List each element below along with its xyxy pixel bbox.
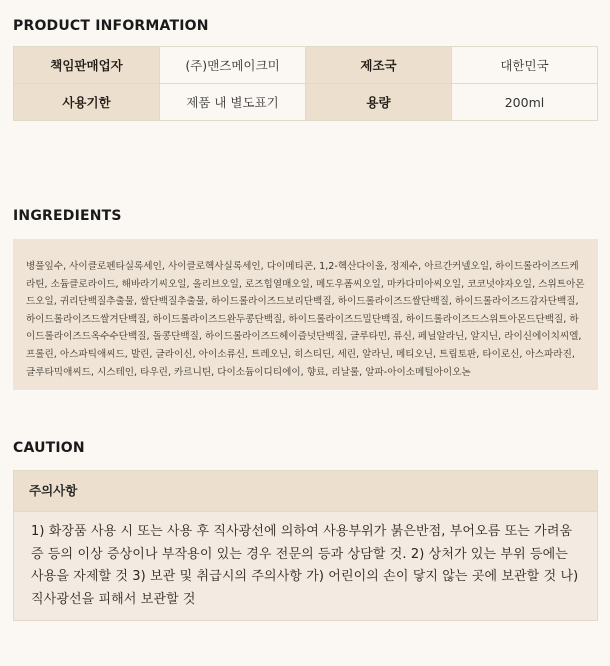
expiry-label: 사용기한: [14, 84, 160, 121]
country-label: 제조국: [306, 47, 452, 84]
volume-value: 200ml: [452, 84, 598, 121]
table-row: [14, 47, 598, 84]
table-row: [14, 84, 598, 121]
caution-title: CAUTION: [13, 440, 85, 456]
ingredients-title: INGREDIENTS: [13, 208, 122, 224]
seller-value: (주)맨즈메이크미: [160, 47, 306, 84]
product-info-table: [13, 46, 598, 121]
ingredients-text: 병풀잎수, 사이클로펜타실록세인, 사이클로헥사실록세인, 다이메티콘, 1,2-헥산다이올, 정제수, 아르간커넬오일, 하이드롤라이즈드케라틴, 소듐클로라이드, 해바라기씨오일, 올리브오일, 로즈힙열매오일, 메도우폼씨오일, 마카다미아씨오일, 코코넛야자오일, 스위트아몬드오일, 귀리단백질추출물, 쌀단백질추출물, 하이드롤라이즈드보리단백질, 하이드롤라이즈드쌀단백질, 하이드롤라이즈드감자단백질, 하이드롤라이즈드쌀겨단백질, 하이드롤라이즈드완두콩단백질, 하이드롤라이즈드밀단백질, 하이드롤라이즈드스위트아몬드단백질, 하이드롤라이즈드옥수수단백질, 돌콩단백질, 하이드롤라이즈드헤이즐넛단백질, 글루타민, 류신, 페닐알라닌, 알지닌, 라이신에이치씨엘, 프롤린, 아스파틱애씨드, 발린, 글라이신, 아이소류신, 트레오닌, 히스티딘, 세린, 알라닌, 메티오닌, 트립토판, 타이로신, 아스파라진, 글루타믹애씨드, 시스테인, 타우린, 카르니틴, 다이소듐이디티에이, 향료, 리날룰, 알파-아이소메틸아이오논: [26, 261, 585, 378]
seller-label: 책임판매업자: [14, 47, 160, 84]
caution-subtitle: 주의사항: [14, 471, 597, 512]
ingredients-box: [13, 239, 598, 390]
volume-label: 용량: [306, 84, 452, 121]
caution-text: 1) 화장품 사용 시 또는 사용 후 직사광선에 의하여 사용부위가 붉은반점, 부어오름 또는 가려움증 등의 이상 증상이나 부작용이 있는 경우 전문의 등과 상담할 것. 2) 상처가 있는 부위 등에는 사용을 자제할 것 3) 보관 및 취급시의 주의사항 가) 어린이의 손이 닿지 않는 곳에 보관할 것 나) 직사광선을 피해서 보관할 것: [31, 524, 579, 607]
caution-box: [13, 470, 598, 621]
expiry-value: 제품 내 별도표기: [160, 84, 306, 121]
product-info-title: PRODUCT INFORMATION: [13, 18, 209, 34]
country-value: 대한민국: [452, 47, 598, 84]
